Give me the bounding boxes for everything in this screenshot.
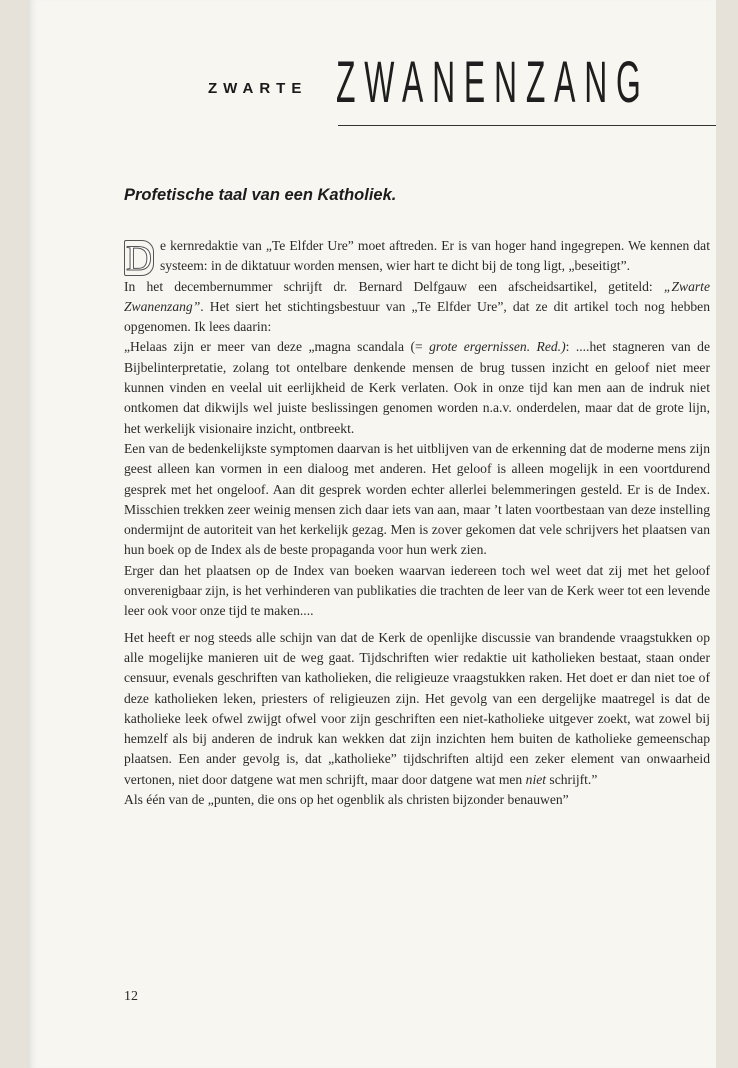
article-title-quote: „Zwarte Zwanenzang” <box>124 278 710 314</box>
page-sheet <box>28 0 716 1068</box>
emphasis-niet: niet <box>525 771 547 787</box>
paragraph-4: Een van de bedenkelijkste symptomen daarvan is het uitblijven van de erkenning dat de moderne mens zijn geest alleen kan vormen in een dialoog met anderen. Het geloof is alleen mogelijk in een voortdurend gesprek met het ongeloof. Aan dit gesprek worden echter allerlei belemmeringen gesteld. Er is de Index. Misschien trekken zeer weinig mensen zich daar iets van aan, maar ’t laten voortbestaan van deze instelling ondermijnt de autoriteit van het kerkelijk gezag. Men is zover gekomen dat vele schrijvers het plaatsen van hun boek op de Index als de beste propaganda voor hun werk zien. <box>124 440 710 558</box>
paragraph-7: Als één van de „punten, die ons op het ogenblik als christen bijzonder benauwen” <box>124 792 569 808</box>
paragraph-6 <box>124 628 710 790</box>
paragraph-1 <box>124 236 710 277</box>
paragraph-3-text-b: : ....het stagneren van de Bijbelinterpretatie, zolang tot ontelbare denkende mensen de brug tussen inzicht en geloof niet meer kunnen vinden en veelal uit eerlijkheid de Kerk verlaten. Ook in onze tijd kan men aan de indruk niet ontkomen dat dikwijls wel juiste beslissingen genomen worden n.a.v. onderdelen, maar dat de grote lijn, het werkelijk visionaire inzicht, ontbreekt. <box>124 339 711 436</box>
paragraph-1-text: e kernredaktie van „Te Elfder Ure” moet aftreden. Er is van hoger hand ingegrepen. We kennen dat systeem: in de diktatuur worden mensen, wier hart te dicht bij de tong ligt, „beseitigt”. <box>160 238 710 274</box>
article-body <box>124 236 710 810</box>
paragraph-6-text-b: schrijft.” <box>546 771 598 787</box>
paragraph-5: Erger dan het plaatsen op de Index van boeken waarvan iedereen toch wel weet dat zij met het geloof onverenigbaar zijn, is het verhinderen van publikaties die trachten de leer van de Kerk weer tot een levende leer ook voor onze tijd te maken.... <box>124 562 710 619</box>
header-word-small: ZWARTE <box>208 80 308 97</box>
article-subtitle: Profetische taal van een Katholiek. <box>124 186 397 204</box>
header-rule <box>338 125 716 126</box>
paragraph-2 <box>124 277 710 338</box>
paragraph-2-text-a: In het decembernummer schrijft dr. Bernard Delfgauw een afscheidsartikel, getiteld: <box>124 278 664 294</box>
header-word-large: ZWANENZANG <box>336 50 650 115</box>
article-header <box>208 50 708 126</box>
paragraph-3 <box>124 337 710 438</box>
paragraph-2-text-b: . Het siert het stichtingsbestuur van „Te Elfder Ure”, dat ze dit artikel toch nog hebben opgenomen. Ik lees daarin: <box>124 298 710 335</box>
paragraph-6-text-a: Het heeft er nog steeds alle schijn van dat de Kerk de openlijke discussie van brandende vraagstukken op alle mogelijke manieren uit de weg gaat. Tijdschriften wier redaktie uit katholieken bestaat, staan onder censuur, evenals geschriften van katholieken, die religieuze vraagstukken raken. Het doet er dan niet toe of deze katholieken leken, priesters of religieuzen zijn. Het gevolg van een dergelijke maatregel is dat de katholieke leek ofwel zwijgt ofwel voor zijn geschriften een niet-katholieke uitgever zoekt, wat zowel bij hemzelf als bij anderen de indruk kan wekken dat zijn inzichten hem buiten de katholieke gemeenschap plaatsen. Een ander gevolg is, dat „katholieke” tijdschriften altijd een zeker element van onwaarheid vertonen, niet door datgene wat men schrijft, maar door datgene wat men <box>124 629 710 787</box>
dropcap-letter: D <box>126 238 152 278</box>
editor-note: grote ergernissen. Red.) <box>429 339 566 355</box>
paragraph-3-text-a: „Helaas zijn er meer van deze „magna scandala (= <box>124 339 430 355</box>
page-number: 12 <box>124 989 138 1004</box>
dropcap <box>124 240 154 276</box>
